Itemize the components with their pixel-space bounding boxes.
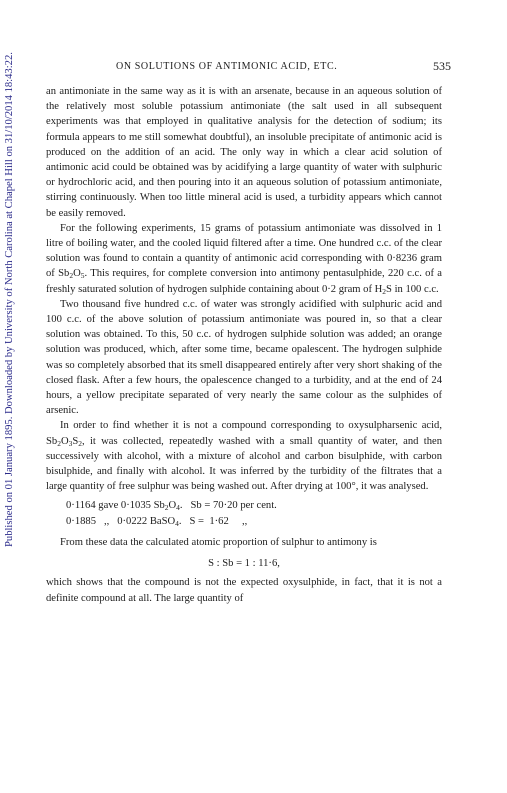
article-body <box>46 84 442 606</box>
paragraph-4: In order to find whether it is not a compound corresponding to oxysulpharsenic acid, $Sb_2O_3S_2$, it was collected, repeatedly washed with a small quantity of water, and then successively with alcohol, with a mixture of alcohol and carbon bisulphide, with carbon bisulphide, and finally with alcohol. It was inferred by the turbidity of the filtrates that a large quantity of free sulphur was being washed out. After drying at 100°, it was analysed. <box>46 420 442 493</box>
publication-side-note: Published on 01 January 1895. Downloaded by University of North Carolina at Chapel Hill on 31/10/2014 18:43:22. <box>4 52 15 548</box>
page-number: 535 <box>433 59 451 73</box>
running-header <box>46 58 451 76</box>
paragraph-1: an antimoniate in the same way as it is with an arsenate, because in an aqueous solution of the relatively most soluble potassium antimoniate (the salt used in all subsequent experiments was that employed in qualitative analysis for the detection of sodium; its formula appears to me still somewhat doubtful), an insoluble precipitate of antimonic acid is produced on the addition of an acid. The only way in which a clear acid solution of antimonic acid could be obtained was by acidifying a large quantity of water with sulphuric or hydrochloric acid, and then pouring into it an aqueous solution of potassium antimoniate, stirring continuously. When too little mineral acid is used, a turbidity appears which cannot be easily removed. <box>46 86 442 219</box>
paragraph-2: For the following experiments, 15 grams of potassium antimoniate was dissolved in 1 litre of boiling water, and the cooled liquid filtered after a time. One hundred c.c. of the clear solution was found to contain a quantity of antimonic acid corresponding with 0·8236 gram of $Sb_2O_5$. This requires, for complete conversion into antimony pentasulphide, 220 c.c. of a freshly saturated solution of hydrogen sulphide containing about 0·2 gram of $H_2S$ in 100 c.c. <box>46 222 442 296</box>
analysis-line-1: 0·1164 gave 0·1035 $Sb_2O_4$. Sb = 70·20 per cent. <box>66 500 277 513</box>
paragraph-6: which shows that the compound is not the expected oxysulphide, in fact, that it is not a definite compound at all. The large quantity of <box>46 577 442 604</box>
ratio-formula: S : Sb = 1 : 11·6, <box>208 558 280 570</box>
analysis-line-2: 0·1885 ,, 0·0222 BaSO$_4$. S = 1·62 ,, <box>66 515 248 528</box>
paragraph-3: Two thousand five hundred c.c. of water was strongly acidified with sulphuric acid and 100 c.c. of the above solution of potassium antimoniate was poured in, so that a clear solution was obtained. To this, 50 c.c. of hydrogen sulphide solution was added; an orange solution was produced, which, after some time, became opalescent. The hydrogen sulphide was so completely absorbed that its smell disappeared entirely after very short shaking of the closed flask. After a few hours, the opalescence changed to a turbidity, and at the end of 24 hours, a yellow precipitate separated of very nearly the same colour as the sulphides of arsenic. <box>46 298 442 417</box>
running-title: ON SOLUTIONS OF ANTIMONIC ACID, ETC. <box>116 61 338 72</box>
page <box>46 58 451 606</box>
paragraph-5: From these data the calculated atomic proportion of sulphur to antimony is <box>60 536 377 548</box>
